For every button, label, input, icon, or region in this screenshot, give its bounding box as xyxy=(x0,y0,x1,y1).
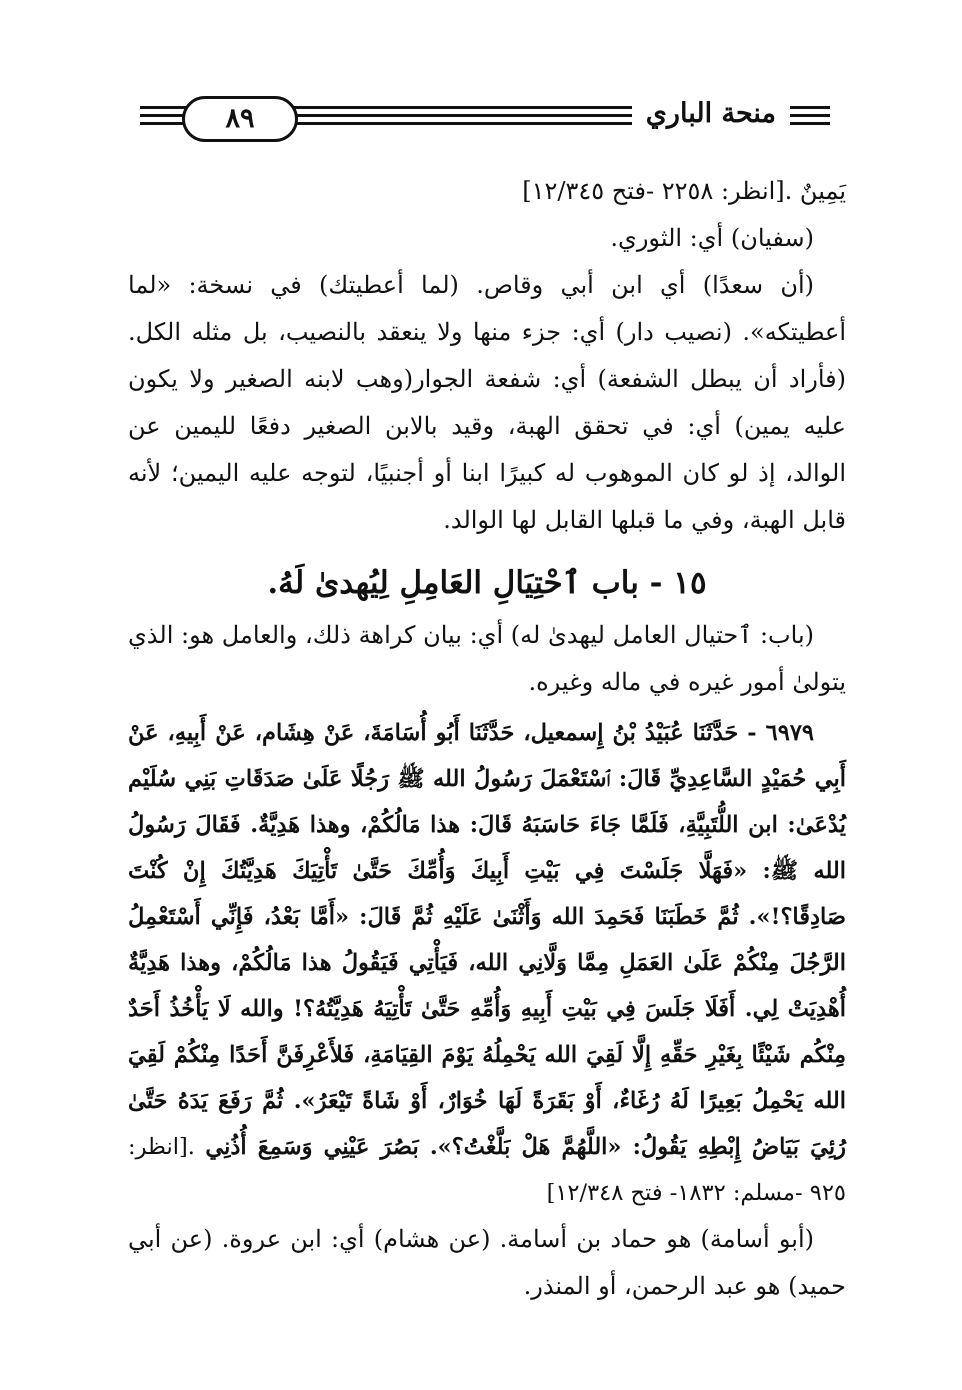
commentary-paragraph-2 xyxy=(128,262,846,544)
chapter-heading: ١٥ - باب ٱحْتِيَالِ العَامِلِ لِيُهدىٰ لَهُ. xyxy=(267,565,707,601)
hadith-body: ٦٩٧٩ - حَدَّثَنَا عُبَيْدُ بْنُ إِسمعيل، حَدَّثَنَا أَبُو أُسَامَةَ، عَنْ هِشَام، عَنْ أَبِيهِ، عَنْ أَبِي حُمَيْدٍ السَّاعِدِيِّ قَالَ: ٱسْتَعْمَلَ رَسُولُ الله ﷺ رَجُلًا عَلَىٰ صَدَقَاتِ بَنِي سُلَيْم يُدْعَىٰ: ابن اللُّتَبِيَّةِ، فَلَمَّا جَاءَ حَاسَبَهُ قَالَ: هذا مَالُكُمْ، وهذا هَدِيَّةٌ. فَقَالَ رَسُولُ الله ﷺ: «فَهَلَّا جَلَسْتَ فِي بَيْتِ أَبِيكَ وَأُمِّكَ حَتَّىٰ تَأْتِيَكَ هَدِيَّتُكَ إِنْ كُنْتَ صَادِقًا؟!». ثُمَّ خَطَبَنَا فَحَمِدَ الله وَأَثْنَىٰ عَلَيْهِ ثُمَّ قَالَ: «أَمَّا بَعْدُ، فَإِنِّي أَسْتَعْمِلُ الرَّجُلَ مِنْكُمْ عَلَىٰ العَمَلِ مِمَّا وَلَّانِي الله، فَيَأْتِي فَيَقُولُ هذا مَالُكُمْ، وهذا هَدِيَّةٌ أُهْدِيَتْ لِي. أَفَلَا جَلَسَ فِي بَيْتِ أَبِيهِ وَأُمِّهِ حَتَّىٰ تَأْتِيَهُ هَدِيَّتُهُ؟! والله لَا يَأْخُذُ أَحَدٌ مِنْكُم شَيْئًا بِغَيْرِ حَقِّهِ إِلَّا لَقِيَ الله يَحْمِلُهُ يَوْمَ القِيَامَةِ، فَلأَعْرِفَنَّ أَحَدًا مِنْكُمْ لَقِيَ الله يَحْمِلُ بَعِيرًا لَهُ رُغَاءٌ، أَوْ بَقَرَةً لَهَا خُوَارٌ، أَوْ شَاةً تَيْعَرُ». ثُمَّ رَفَعَ يَدَهُ حَتَّىٰ رُئِيَ بَيَاضُ إِبْطِهِ يَقُولُ: «اللَّهُمَّ هَلْ بَلَّغْتُ؟». بَصُرَ عَيْنِي وَسَمِعَ أُذُنِي xyxy=(128,720,846,1160)
running-title: منحة الباري xyxy=(632,98,790,129)
commentary-text: (أبو أسامة) هو حماد بن أسامة. (عن هشام) أي: ابن عروة. (عن أبي حميد) هو عبد الرحمن، أو المنذر. xyxy=(128,1225,846,1300)
page-number: ٨٩ xyxy=(182,96,298,142)
commentary-paragraph-3 xyxy=(128,1216,846,1310)
page-header xyxy=(140,92,830,144)
commentary-text: (أن سعدًا) أي ابن أبي وقاص. (لما أعطيتك) في نسخة: «لما أعطيتكه». (نصيب دار) أي: جزء منها ولا ينعقد بالنصيب، بل مثله الكل. (فأراد أن يبطل الشفعة) أي: شفعة الجوار(وهب لابنه الصغير ولا يكون عليه يمين) أي: في تحقق الهبة، وقيد بالابن الصغير دفعًا لليمين عن الوالد، إذ لو كان الموهوب له كبيرًا ابنا أو أجنبيًا، لتوجه عليه اليمين؛ لأنه قابل الهبة، وفي ما قبلها القابل لها الوالد. xyxy=(128,271,846,534)
commentary-paragraph-1 xyxy=(128,215,846,262)
commentary-text: (سفيان) أي: الثوري. xyxy=(610,224,814,252)
hadith-text xyxy=(128,710,846,1216)
previous-hadith-tail: يَمِينٌ .[انظر: ٢٢٥٨ -فتح ١٢/٣٤٥] xyxy=(522,177,846,205)
page-body xyxy=(128,168,846,1310)
hadith-reference: .[انظر: ٩٢٥ -مسلم: ١٨٣٢- فتح ١٢/٣٤٨] xyxy=(128,1134,846,1206)
commentary-text: (باب: ٱحتيال العامل ليهدىٰ له) أي: بيان كراهة ذلك، والعامل هو: الذي يتولىٰ أمور غيره في ماله وغيره. xyxy=(128,621,846,696)
chapter-commentary xyxy=(128,612,846,706)
